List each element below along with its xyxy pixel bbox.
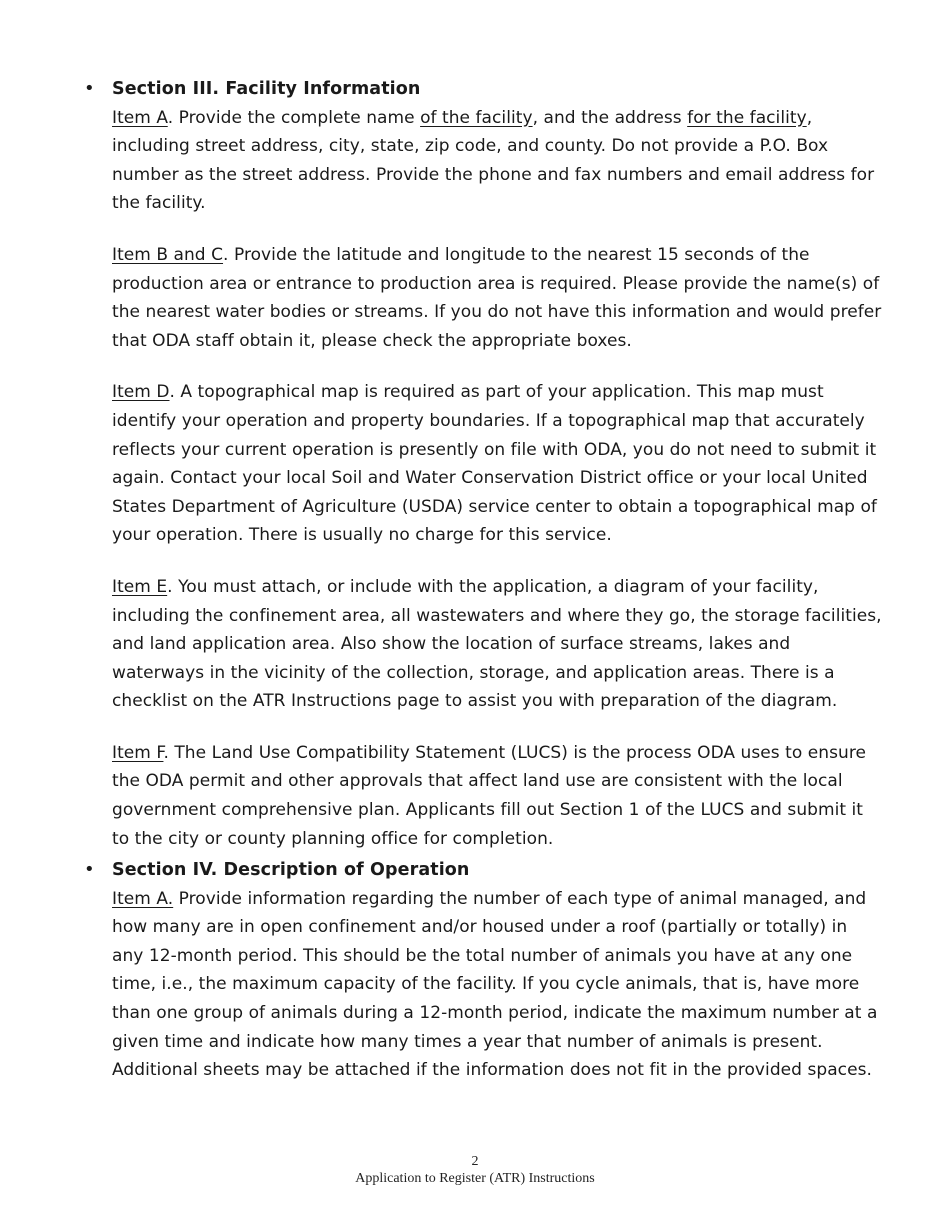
section-4-item-a-paragraph [112,885,884,1085]
item-a-paragraph [112,104,884,218]
item-e-text: . You must attach, or include with the application, a diagram of your facility, including the confinement area, all wastewaters and where they go, the storage facilities, and land application area. Also show the location of surface streams, lakes and waterways in the vicinity of the collection, storage, and application areas. There is a checklist on the ATR Instructions page to assist you with preparation of the diagram. [112,576,882,712]
item-d-text: . A topographical map is required as part of your application. This map must identify your operation and property boundaries. If a topographical map that accurately reflects your current operation is presently on file with ODA, you do not need to submit it again. Contact your local Soil and Water Conservation District office or your local United States Department of Agriculture (USDA) service center to obtain a topographical map of your operation. There is usually no charge for this service. [112,382,877,546]
bullet: • [84,859,95,880]
item-a-text-2: , and the address [532,107,688,128]
item-a-text-3: , including street address, city, state, zip code, and county. Do not provide a P.O. Box number as the street address. Provide the phone and fax numbers and email address for the facility. [112,107,875,214]
item-a-underlined-1: of the facility [420,107,533,128]
page-footer [0,1154,950,1187]
section-4-item-a-text: Provide information regarding the number of each type of animal managed, and how many are in open confinement and/or housed under a roof (partially or totally) in any 12-month period. This should be the total number of animals you have at any one time, i.e., the maximum capacity of the facility. If you cycle animals, that is, have more than one group of animals during a 12-month period, indicate the maximum number at a given time and indicate how many times a year that number of animals is present. Additional sheets may be attached if the information does not fit in the provided spaces. [112,888,878,1081]
item-e-paragraph [112,573,884,716]
item-a-underlined-2: for the facility [687,107,807,128]
section-4-heading: Section IV. Description of Operation [112,860,470,880]
item-b-c-paragraph [112,241,884,355]
footer-title: Application to Register (ATR) Instructions [355,1170,595,1186]
item-b-c-label: Item B and C [112,244,224,265]
page-number: 2 [471,1154,479,1169]
item-f-paragraph [112,739,884,853]
item-e-label: Item E [112,576,168,597]
section-3-heading: Section III. Facility Information [112,79,421,99]
item-a-text-1: . Provide the complete name [167,107,421,128]
item-d-label: Item D [112,382,170,403]
item-f-label: Item F [112,742,164,763]
section-4-description-of-operation [84,856,884,1085]
item-b-c-text: . Provide the latitude and longitude to the nearest 15 seconds of the production area or entrance to production area is required. Please provide the name(s) of the nearest water bodies or streams. If you do not have this information and would prefer that ODA staff obtain it, please check the appropriate boxes. [112,244,882,351]
section-4-item-a-label: Item A. [112,888,174,909]
section-3-facility-information [84,75,884,853]
item-f-text: . The Land Use Compatibility Statement (LUCS) is the process ODA uses to ensure the ODA permit and other approvals that affect land use are consistent with the local government comprehensive plan. Applicants fill out Section 1 of the LUCS and submit it to the city or county planning office for completion. [112,742,867,849]
item-d-paragraph [112,378,884,550]
bullet: • [84,78,95,99]
item-a-label: Item A [112,107,168,128]
